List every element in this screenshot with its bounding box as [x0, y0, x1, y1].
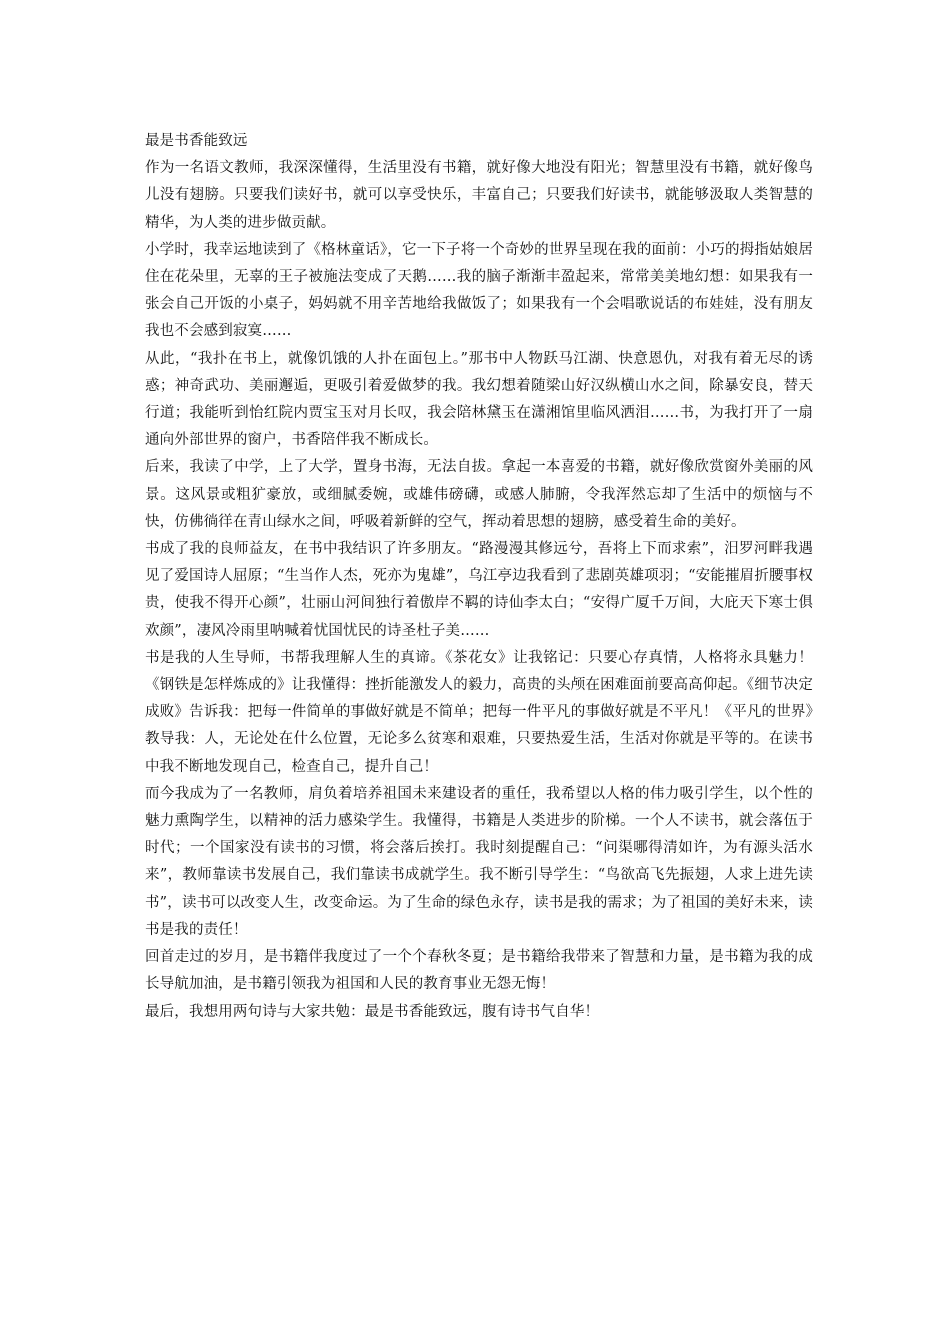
- paragraph-1: 作为一名语文教师，我深深懂得，生活里没有书籍，就好像大地没有阳光；智慧里没有书籍，就好像鸟儿没有翅膀。只要我们读好书，就可以享受快乐，丰富自己；只要我们好读书，就能够汲取人类智慧的精华，为人类的进步做贡献。: [145, 160, 813, 231]
- paragraph-3: 从此，“我扑在书上，就像饥饿的人扑在面包上。”那书中人物跃马江湖、快意恩仇，对我有着无尽的诱惑；神奇武功、美丽邂逅，更吸引着爱做梦的我。我幻想着随梁山好汉纵横山水之间，除暴安良，替天行道；我能听到怡红院内贾宝玉对月长叹，我会陪林黛玉在潇湘馆里临风洒泪……书，为我打开了一扇通向外部世界的窗户，书香陪伴我不断成长。: [145, 350, 813, 449]
- paragraph-2: 小学时，我幸运地读到了《格林童话》，它一下子将一个奇妙的世界呈现在我的面前：小巧的拇指姑娘居住在花朵里，无辜的王子被施法变成了天鹅……我的脑子渐渐丰盈起来，常常美美地幻想：如果我有一张会自己开饭的小桌子，妈妈就不用辛苦地给我做饭了；如果我有一个会唱歌说话的布娃娃，没有朋友我也不会感到寂寞……: [145, 241, 813, 340]
- paragraph-7: 而今我成为了一名教师，肩负着培养祖国未来建设者的重任，我希望以人格的伟力吸引学生，以个性的魅力熏陶学生，以精神的活力感染学生。我懂得，书籍是人类进步的阶梯。一个人不读书，就会落伍于时代；一个国家没有读书的习惯，将会落后挨打。我时刻提醒自己：“问渠哪得清如许，为有源头活水来”，教师靠读书发展自己，我们靠读书成就学生。我不断引导学生：“鸟欲高飞先振翅，人求上进先读书”，读书可以改变人生，改变命运。为了生命的绿色永存，读书是我的需求；为了祖国的美好未来，读书是我的责任！: [145, 785, 813, 938]
- paragraph-5: 书成了我的良师益友，在书中我结识了许多朋友。“路漫漫其修远兮，吾将上下而求索”，汨罗河畔我遇见了爱国诗人屈原；“生当作人杰，死亦为鬼雄”，乌江亭边我看到了悲剧英雄项羽；“安能摧眉折腰事权贵，使我不得开心颜”，壮丽山河间独行着傲岸不羁的诗仙李太白；“安得广厦千万间，大庇天下寒士俱欢颜”，凄风冷雨里呐喊着忧国忧民的诗圣杜子美……: [145, 541, 813, 639]
- document-title: 最是书香能致远: [145, 133, 248, 149]
- document-page: [145, 128, 813, 1026]
- paragraph-6: 书是我的人生导师，书帮我理解人生的真谛。《茶花女》让我铭记：只要心存真情，人格将永具魅力！《钢铁是怎样炼成的》让我懂得：挫折能激发人的毅力，高贵的头颅在困难面前要高高仰起。《细节决定成败》告诉我：把每一件简单的事做好就是不简单；把每一件平凡的事做好就是不平凡！《平凡的世界》教导我：人，无论处在什么位置，无论多么贫寒和艰难，只要热爱生活，生活对你就是平等的。在读书中我不断地发现自己，检查自己，提升自己！: [145, 649, 813, 775]
- paragraph-9: 最后，我想用两句诗与大家共勉：最是书香能致远，腹有诗书气自华！: [145, 1003, 600, 1020]
- paragraph-4: 后来，我读了中学，上了大学，置身书海，无法自拔。拿起一本喜爱的书籍，就好像欣赏窗外美丽的风景。这风景或粗犷豪放，或细腻委婉，或雄伟磅礴，或感人肺腑，令我浑然忘却了生活中的烦恼与不快，仿佛徜徉在青山绿水之间，呼吸着新鲜的空气，挥动着思想的翅膀，感受着生命的美好。: [145, 459, 813, 530]
- paragraph-8: 回首走过的岁月，是书籍伴我度过了一个个春秋冬夏；是书籍给我带来了智慧和力量，是书籍为我的成长导航加油，是书籍引领我为祖国和人民的教育事业无怨无悔！: [145, 949, 813, 993]
